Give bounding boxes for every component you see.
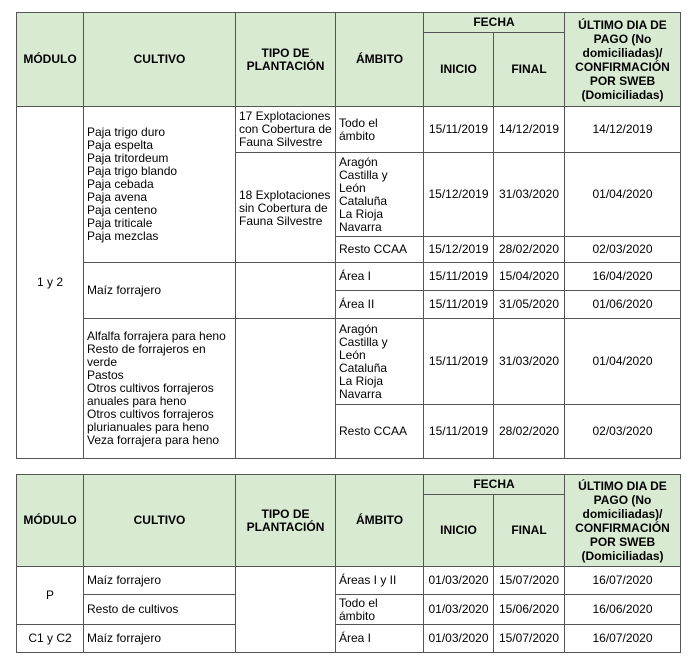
header-modulo: MÓDULO — [17, 475, 84, 567]
header-fecha: FECHA — [424, 13, 565, 33]
tipo-17-cell: 17 Explotaciones con Cobertura de Fauna Silvestre — [236, 107, 336, 153]
header-tipo-plantacion: TIPO DE PLANTACIÓN — [236, 475, 336, 567]
inicio-cell: 15/11/2019 — [424, 319, 494, 405]
header-inicio: INICIO — [424, 495, 494, 567]
modulo-cell: C1 y C2 — [17, 625, 84, 653]
tipo-18-cell: 18 Explotaciones sin Cobertura de Fauna Silvestre — [236, 153, 336, 263]
final-cell: 28/02/2020 — [494, 405, 565, 459]
ambito-cell: Resto CCAA — [336, 405, 424, 459]
header-ambito: ÁMBITO — [336, 13, 424, 107]
header-final: FINAL — [494, 495, 565, 567]
ambito-cell: Área I — [336, 263, 424, 291]
inicio-cell: 01/03/2020 — [424, 625, 494, 653]
ultimo-cell: 16/06/2020 — [565, 595, 681, 625]
ambito-cell: Todo el ámbito — [336, 595, 424, 625]
header-ambito: ÁMBITO — [336, 475, 424, 567]
ambito-cell: Aragón Castilla y León Cataluña La Rioja Navarra — [336, 319, 424, 405]
final-cell: 28/02/2020 — [494, 237, 565, 263]
inicio-cell: 15/11/2019 — [424, 107, 494, 153]
tipo-empty-cell — [236, 263, 336, 319]
tipo-empty-cell — [236, 319, 336, 459]
ultimo-cell: 02/03/2020 — [565, 405, 681, 459]
cultivo-maiz-cell: Maíz forrajero — [84, 567, 236, 595]
header-cultivo: CULTIVO — [84, 13, 236, 107]
final-cell: 15/07/2020 — [494, 567, 565, 595]
header-final: FINAL — [494, 33, 565, 107]
ambito-cell: Todo el ámbito — [336, 107, 424, 153]
ultimo-cell: 01/06/2020 — [565, 291, 681, 319]
ultimo-cell: 01/04/2020 — [565, 319, 681, 405]
ambito-cell: Área I — [336, 625, 424, 653]
inicio-cell: 15/12/2019 — [424, 237, 494, 263]
calendar-table-1 — [16, 12, 681, 459]
final-cell: 31/03/2020 — [494, 319, 565, 405]
ambito-cell: Resto CCAA — [336, 237, 424, 263]
ambito-cell: Aragón Castilla y León Cataluña La Rioja Navarra — [336, 153, 424, 237]
cultivo-forrajeros-list: Alfalfa forrajera para heno Resto de forrajeros en verde Pastos Otros cultivos forrajeros anuales para heno Otros cultivos forrajeros plurianuales para heno Veza forrajera para heno — [84, 319, 236, 459]
cultivo-maiz-cell: Maíz forrajero — [84, 263, 236, 319]
ultimo-cell: 14/12/2019 — [565, 107, 681, 153]
header-fecha: FECHA — [424, 475, 565, 495]
modulo-cell: 1 y 2 — [17, 107, 84, 459]
ambito-cell: Áreas I y II — [336, 567, 424, 595]
header-modulo: MÓDULO — [17, 13, 84, 107]
cultivo-paja-list: Paja trigo duro Paja espelta Paja tritordeum Paja trigo blando Paja cebada Paja avena Paja centeno Paja triticale Paja mezclas — [84, 107, 236, 263]
header-ultimo-dia-pago: ÚLTIMO DIA DE PAGO (No domiciliadas)/ CONFIRMACIÓN POR SWEB (Domiciliadas) — [565, 475, 681, 567]
final-cell: 14/12/2019 — [494, 107, 565, 153]
ultimo-cell: 01/04/2020 — [565, 153, 681, 237]
final-cell: 15/04/2020 — [494, 263, 565, 291]
modulo-cell: P — [17, 567, 84, 625]
inicio-cell: 01/03/2020 — [424, 567, 494, 595]
inicio-cell: 15/11/2019 — [424, 405, 494, 459]
ultimo-cell: 16/04/2020 — [565, 263, 681, 291]
inicio-cell: 01/03/2020 — [424, 595, 494, 625]
cultivo-maiz-cell: Maíz forrajero — [84, 625, 236, 653]
ambito-cell: Área II — [336, 291, 424, 319]
inicio-cell: 15/11/2019 — [424, 263, 494, 291]
tipo-empty-cell — [236, 567, 336, 653]
ultimo-cell: 16/07/2020 — [565, 567, 681, 595]
final-cell: 15/06/2020 — [494, 595, 565, 625]
inicio-cell: 15/11/2019 — [424, 291, 494, 319]
inicio-cell: 15/12/2019 — [424, 153, 494, 237]
final-cell: 31/05/2020 — [494, 291, 565, 319]
final-cell: 15/07/2020 — [494, 625, 565, 653]
calendar-table-2 — [16, 474, 681, 653]
header-ultimo-dia-pago: ÚLTIMO DIA DE PAGO (No domiciliadas)/ CONFIRMACIÓN POR SWEB (Domiciliadas) — [565, 13, 681, 107]
header-tipo-plantacion: TIPO DE PLANTACIÓN — [236, 13, 336, 107]
ultimo-cell: 16/07/2020 — [565, 625, 681, 653]
final-cell: 31/03/2020 — [494, 153, 565, 237]
header-inicio: INICIO — [424, 33, 494, 107]
ultimo-cell: 02/03/2020 — [565, 237, 681, 263]
header-cultivo: CULTIVO — [84, 475, 236, 567]
cultivo-resto-cell: Resto de cultivos — [84, 595, 236, 625]
